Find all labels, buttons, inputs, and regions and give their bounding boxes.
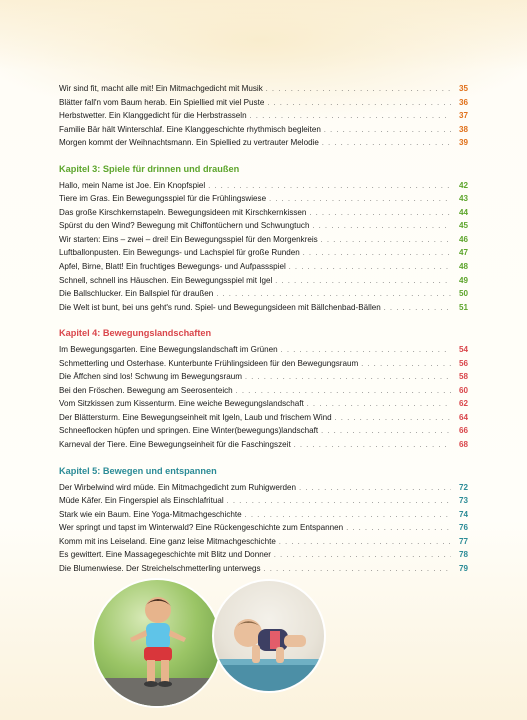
toc-entry-title: Hallo, mein Name ist Joe. Ein Knopfspiel	[59, 180, 206, 190]
toc-entry-page-number: 58	[458, 372, 468, 382]
dot-leader	[346, 522, 451, 536]
toc-entry-title: Vom Sitzkissen zum Kissenturm. Eine weiche Bewegungslandschaft	[59, 399, 304, 409]
toc-entry-page-number: 64	[458, 412, 468, 422]
toc-entry[interactable]	[59, 438, 468, 452]
toc-entry[interactable]	[59, 233, 468, 247]
chapter-heading: Kapitel 3: Spiele für drinnen und draußen	[59, 163, 240, 174]
toc-entry[interactable]	[59, 424, 468, 438]
toc-entry[interactable]	[59, 357, 468, 371]
toc-entry[interactable]	[59, 179, 468, 193]
toc-entry[interactable]	[59, 548, 468, 562]
dot-leader	[236, 385, 451, 399]
toc-entry-page-number: 72	[458, 482, 468, 492]
toc-entry-title: Schmetterling und Osterhase. Kunterbunte Frühlingsideen für den Bewegungsraum	[59, 358, 359, 368]
toc-entry-page-number: 68	[458, 440, 468, 450]
toc-entry[interactable]	[59, 96, 468, 110]
toc-entry-title: Die Ballschlucker. Ein Ballspiel für draußen	[59, 289, 214, 299]
toc-entry-title: Die Welt ist bunt, bei uns geht's rund. Spiel- und Bewegungsideen mit Bällchenbad-Bällen	[59, 302, 381, 312]
toc-entry-page-number: 47	[458, 248, 468, 258]
toc-entry-title: Herbstwetter. Ein Klanggedicht für die Herbstrasseln	[59, 111, 247, 121]
dot-leader	[245, 371, 451, 385]
toc-section	[59, 162, 468, 314]
dot-leader	[294, 439, 451, 453]
toc-entry-title: Schneeflocken hüpfen und springen. Eine Winter(bewegungs)landschaft	[59, 426, 319, 436]
toc-entry[interactable]	[59, 397, 468, 411]
toc-entry-title: Tiere im Gras. Ein Bewegungsspiel für die Frühlingswiese	[59, 194, 267, 204]
toc-section	[59, 326, 468, 451]
toc-entry[interactable]	[59, 274, 468, 288]
toc-entry-title: Die Blumenwiese. Der Streichelschmetterling unterwegs	[59, 563, 261, 573]
toc-entry-page-number: 36	[458, 97, 468, 107]
toc-entry-title: Komm mit ins Leiseland. Eine ganz leise Mitmachgeschichte	[59, 536, 276, 546]
toc-entry-title: Es gewittert. Eine Massagegeschichte mit Blitz und Donner	[59, 550, 271, 560]
dot-leader	[299, 482, 451, 496]
dot-leader	[264, 563, 451, 577]
dot-leader	[324, 124, 451, 138]
toc-entry[interactable]	[59, 562, 468, 576]
toc-entry[interactable]	[59, 384, 468, 398]
dot-leader	[307, 398, 451, 412]
chapter-heading: Kapitel 5: Bewegen und entspannen	[59, 465, 217, 476]
toc-entry[interactable]	[59, 82, 468, 96]
toc-entry-title: Der Blättersturm. Eine Bewegungseinheit mit Igeln, Laub und frischem Wind	[59, 412, 332, 422]
toc-entry-title: Luftballonpusten. Ein Bewegungs- und Lachspiel für große Runden	[59, 248, 300, 258]
toc-entry-page-number: 66	[458, 426, 468, 436]
dot-leader	[312, 220, 451, 234]
toc-entry-page-number: 45	[458, 221, 468, 231]
toc-entry-page-number: 60	[458, 385, 468, 395]
toc-entry[interactable]	[59, 508, 468, 522]
dot-leader	[321, 234, 451, 248]
dot-leader	[281, 344, 451, 358]
toc-entry-page-number: 46	[458, 234, 468, 244]
toc-entry-title: Morgen kommt der Weihnachtsmann. Ein Spiellied zu vertrauter Melodie	[59, 138, 319, 148]
toc-entry-title: Apfel, Birne, Blatt! Ein fruchtiges Bewegungs- und Aufpassspiel	[59, 262, 286, 272]
toc-entry[interactable]	[59, 535, 468, 549]
toc-entry-page-number: 35	[458, 84, 468, 93]
toc-entry-title: Schnell, schnell ins Häuschen. Ein Bewegungsspiel mit Igel	[59, 275, 273, 285]
toc-entry[interactable]	[59, 301, 468, 315]
toc-entry[interactable]	[59, 206, 468, 220]
dot-leader	[303, 247, 451, 261]
toc-entry-page-number: 43	[458, 194, 468, 204]
toc-entry-page-number: 49	[458, 275, 468, 285]
toc-entry-page-number: 56	[458, 358, 468, 368]
toc-entry-title: Spürst du den Wind? Bewegung mit Chiffontüchern und Schwungtuch	[59, 221, 310, 231]
toc-entry-page-number: 73	[458, 496, 468, 506]
toc-entry-page-number: 44	[458, 207, 468, 217]
toc-entry[interactable]	[59, 192, 468, 206]
dot-leader	[309, 207, 451, 221]
toc-entry-page-number: 79	[458, 563, 468, 573]
toc-entry-page-number: 76	[458, 523, 468, 533]
dot-leader	[250, 110, 451, 124]
dot-leader	[245, 509, 451, 523]
toc-entry[interactable]	[59, 494, 468, 508]
chapter-heading: Kapitel 4: Bewegungslandschaften	[59, 328, 212, 339]
toc-entry-title: Das große Kirschkernstapeln. Bewegungsideen mit Kirschkernkissen	[59, 207, 307, 217]
dot-leader	[227, 495, 451, 509]
toc-entry[interactable]	[59, 343, 468, 357]
photo-baby-crawling	[212, 579, 326, 693]
dot-leader	[208, 180, 451, 194]
toc-entry-page-number: 74	[458, 509, 468, 519]
toc-entry-title: Wir starten: Eins – zwei – drei! Ein Bewegungsspiel für den Morgenkreis	[59, 234, 318, 244]
toc-entry-title: Bei den Fröschen. Bewegung am Seerosenteich	[59, 385, 233, 395]
toc-entry[interactable]	[59, 481, 468, 495]
dot-leader	[335, 412, 451, 426]
dot-leader	[275, 275, 451, 289]
toc-entry[interactable]	[59, 287, 468, 301]
toc-entry-title: Der Wirbelwind wird müde. Ein Mitmachgedicht zum Ruhigwerden	[59, 482, 297, 492]
toc-entry-title: Die Äffchen sind los! Schwung im Bewegungsraum	[59, 372, 242, 382]
toc-entry[interactable]	[59, 411, 468, 425]
dot-leader	[361, 358, 451, 372]
dot-leader	[266, 83, 451, 97]
toc-entry-page-number: 51	[458, 302, 468, 312]
toc-entry-page-number: 54	[458, 345, 468, 355]
toc-entry[interactable]	[59, 219, 468, 233]
toc-entry[interactable]	[59, 260, 468, 274]
toc-entry-page-number: 38	[458, 124, 468, 134]
toc-entry-title: Müde Käfer. Ein Fingerspiel als Einschlafritual	[59, 496, 224, 506]
toc-entry-page-number: 48	[458, 262, 468, 272]
table-of-contents	[59, 82, 468, 587]
toc-entry[interactable]	[59, 136, 468, 150]
toc-entry-title: Blätter fall'n vom Baum herab. Ein Spiellied mit viel Puste	[59, 97, 265, 107]
dot-leader	[279, 536, 451, 550]
toc-section	[59, 464, 468, 576]
toc-entry-title: Stark wie ein Baum. Eine Yoga-Mitmachgeschichte	[59, 509, 242, 519]
toc-entry[interactable]	[59, 521, 468, 535]
toc-entry[interactable]	[59, 370, 468, 384]
toc-entry-page-number: 50	[458, 289, 468, 299]
toc-entry-page-number: 77	[458, 536, 468, 546]
toc-entry-page-number: 62	[458, 399, 468, 409]
photo-toddler-walking	[92, 578, 222, 708]
dot-leader	[289, 261, 451, 275]
toc-entry[interactable]	[59, 109, 468, 123]
toc-entry-page-number: 42	[458, 180, 468, 190]
toc-entry-title: Karneval der Tiere. Eine Bewegungseinheit für die Faschingszeit	[59, 440, 291, 450]
toc-entry-title: Im Bewegungsgarten. Eine Bewegungslandschaft im Grünen	[59, 345, 278, 355]
dot-leader	[216, 288, 451, 302]
toc-section	[59, 82, 468, 150]
toc-entry-page-number: 39	[458, 138, 468, 148]
toddler-walking-illustration	[94, 580, 220, 706]
dot-leader	[269, 193, 451, 207]
toc-entry-page-number: 37	[458, 111, 468, 121]
baby-crawling-illustration	[214, 581, 324, 691]
toc-entry-page-number: 78	[458, 550, 468, 560]
dot-leader	[322, 137, 451, 151]
dot-leader	[267, 97, 451, 111]
dot-leader	[274, 549, 451, 563]
toc-entry[interactable]	[59, 123, 468, 137]
dot-leader	[384, 302, 451, 316]
dot-leader	[321, 425, 451, 439]
toc-entry[interactable]	[59, 246, 468, 260]
toc-entry-title: Wir sind fit, macht alle mit! Ein Mitmachgedicht mit Musik	[59, 84, 263, 93]
toc-entry-title: Wer springt und tapst im Winterwald? Eine Rückengeschichte zum Entspannen	[59, 523, 344, 533]
toc-entry-title: Familie Bär hält Winterschlaf. Eine Klanggeschichte rhythmisch begleiten	[59, 124, 321, 134]
